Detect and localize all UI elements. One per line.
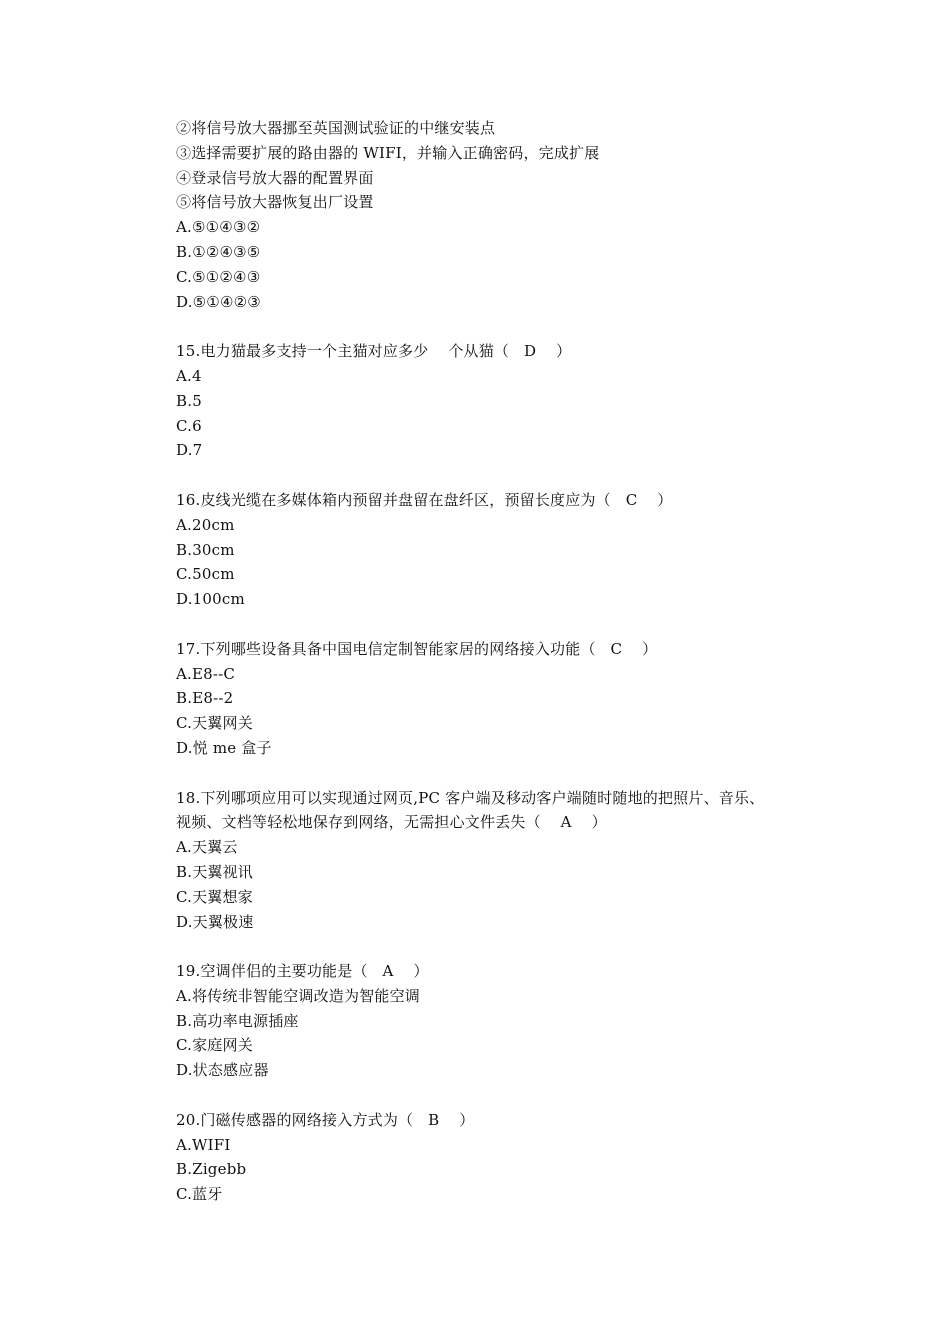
option-c: C.6 [176,416,202,435]
option-b: B.5 [176,391,202,410]
question-18 [176,786,876,935]
step-4: ④登录信号放大器的配置界面 [176,168,374,187]
step-5: ⑤将信号放大器恢复出厂设置 [176,193,374,212]
question-stem-continued: 视频、文档等轻松地保存到网络，无需担心文件丢失（ A ） [176,813,607,832]
option-d: D.悦 me 盒子 [176,738,272,757]
option-b: B.30cm [176,540,235,559]
option-d: D.7 [176,441,203,460]
option-a: A.天翼云 [176,838,238,857]
option-b: B.①②④③⑤ [176,242,261,261]
option-d: D.⑤①④②③ [176,292,261,311]
question-17 [176,637,876,761]
question-stem: 17.下列哪些设备具备中国电信定制智能家居的网络接入功能（ C ） [176,639,658,658]
question-20 [176,1108,876,1207]
document-page [176,116,876,1207]
question-stem: 18.下列哪项应用可以实现通过网页,PC 客户端及移动客户端随时随地的把照片、音乐、 [176,788,765,807]
option-b: B.天翼视讯 [176,862,253,881]
step-2: ②将信号放大器挪至英国测试验证的中继安装点 [176,119,496,137]
option-b: B.E8--2 [176,689,234,708]
option-c: C.⑤①②④③ [176,267,261,286]
option-a: A.20cm [176,515,235,534]
option-d: D.状态感应器 [176,1061,269,1080]
option-c: C.家庭网关 [176,1036,253,1055]
continuation-block [176,116,876,314]
option-a: A.将传统非智能空调改造为智能空调 [176,986,421,1005]
question-15 [176,339,876,463]
question-stem: 16.皮线光缆在多媒体箱内预留并盘留在盘纤区，预留长度应为（ C ） [176,490,673,509]
option-c: C.天翼网关 [176,714,253,733]
option-d: D.100cm [176,590,245,609]
option-a: A.E8--C [176,664,236,683]
option-c: C.蓝牙 [176,1185,223,1204]
question-19 [176,959,876,1083]
question-stem: 19.空调伴侣的主要功能是（ A ） [176,962,429,981]
question-16 [176,488,876,612]
option-a: A.WIFI [176,1135,231,1154]
question-stem: 15.电力猫最多支持一个主猫对应多少 个从猫（ D ） [176,342,572,361]
option-c: C.50cm [176,565,235,584]
option-b: B.Zigebb [176,1160,247,1179]
option-b: B.高功率电源插座 [176,1011,299,1030]
step-3: ③选择需要扩展的路由器的 WIFI，并输入正确密码，完成扩展 [176,143,600,162]
question-stem: 20.门磁传感器的网络接入方式为（ B ） [176,1110,475,1129]
option-a: A.⑤①④③② [176,218,261,237]
option-d: D.天翼极速 [176,912,254,931]
option-c: C.天翼想家 [176,887,253,906]
option-a: A.4 [176,366,202,385]
